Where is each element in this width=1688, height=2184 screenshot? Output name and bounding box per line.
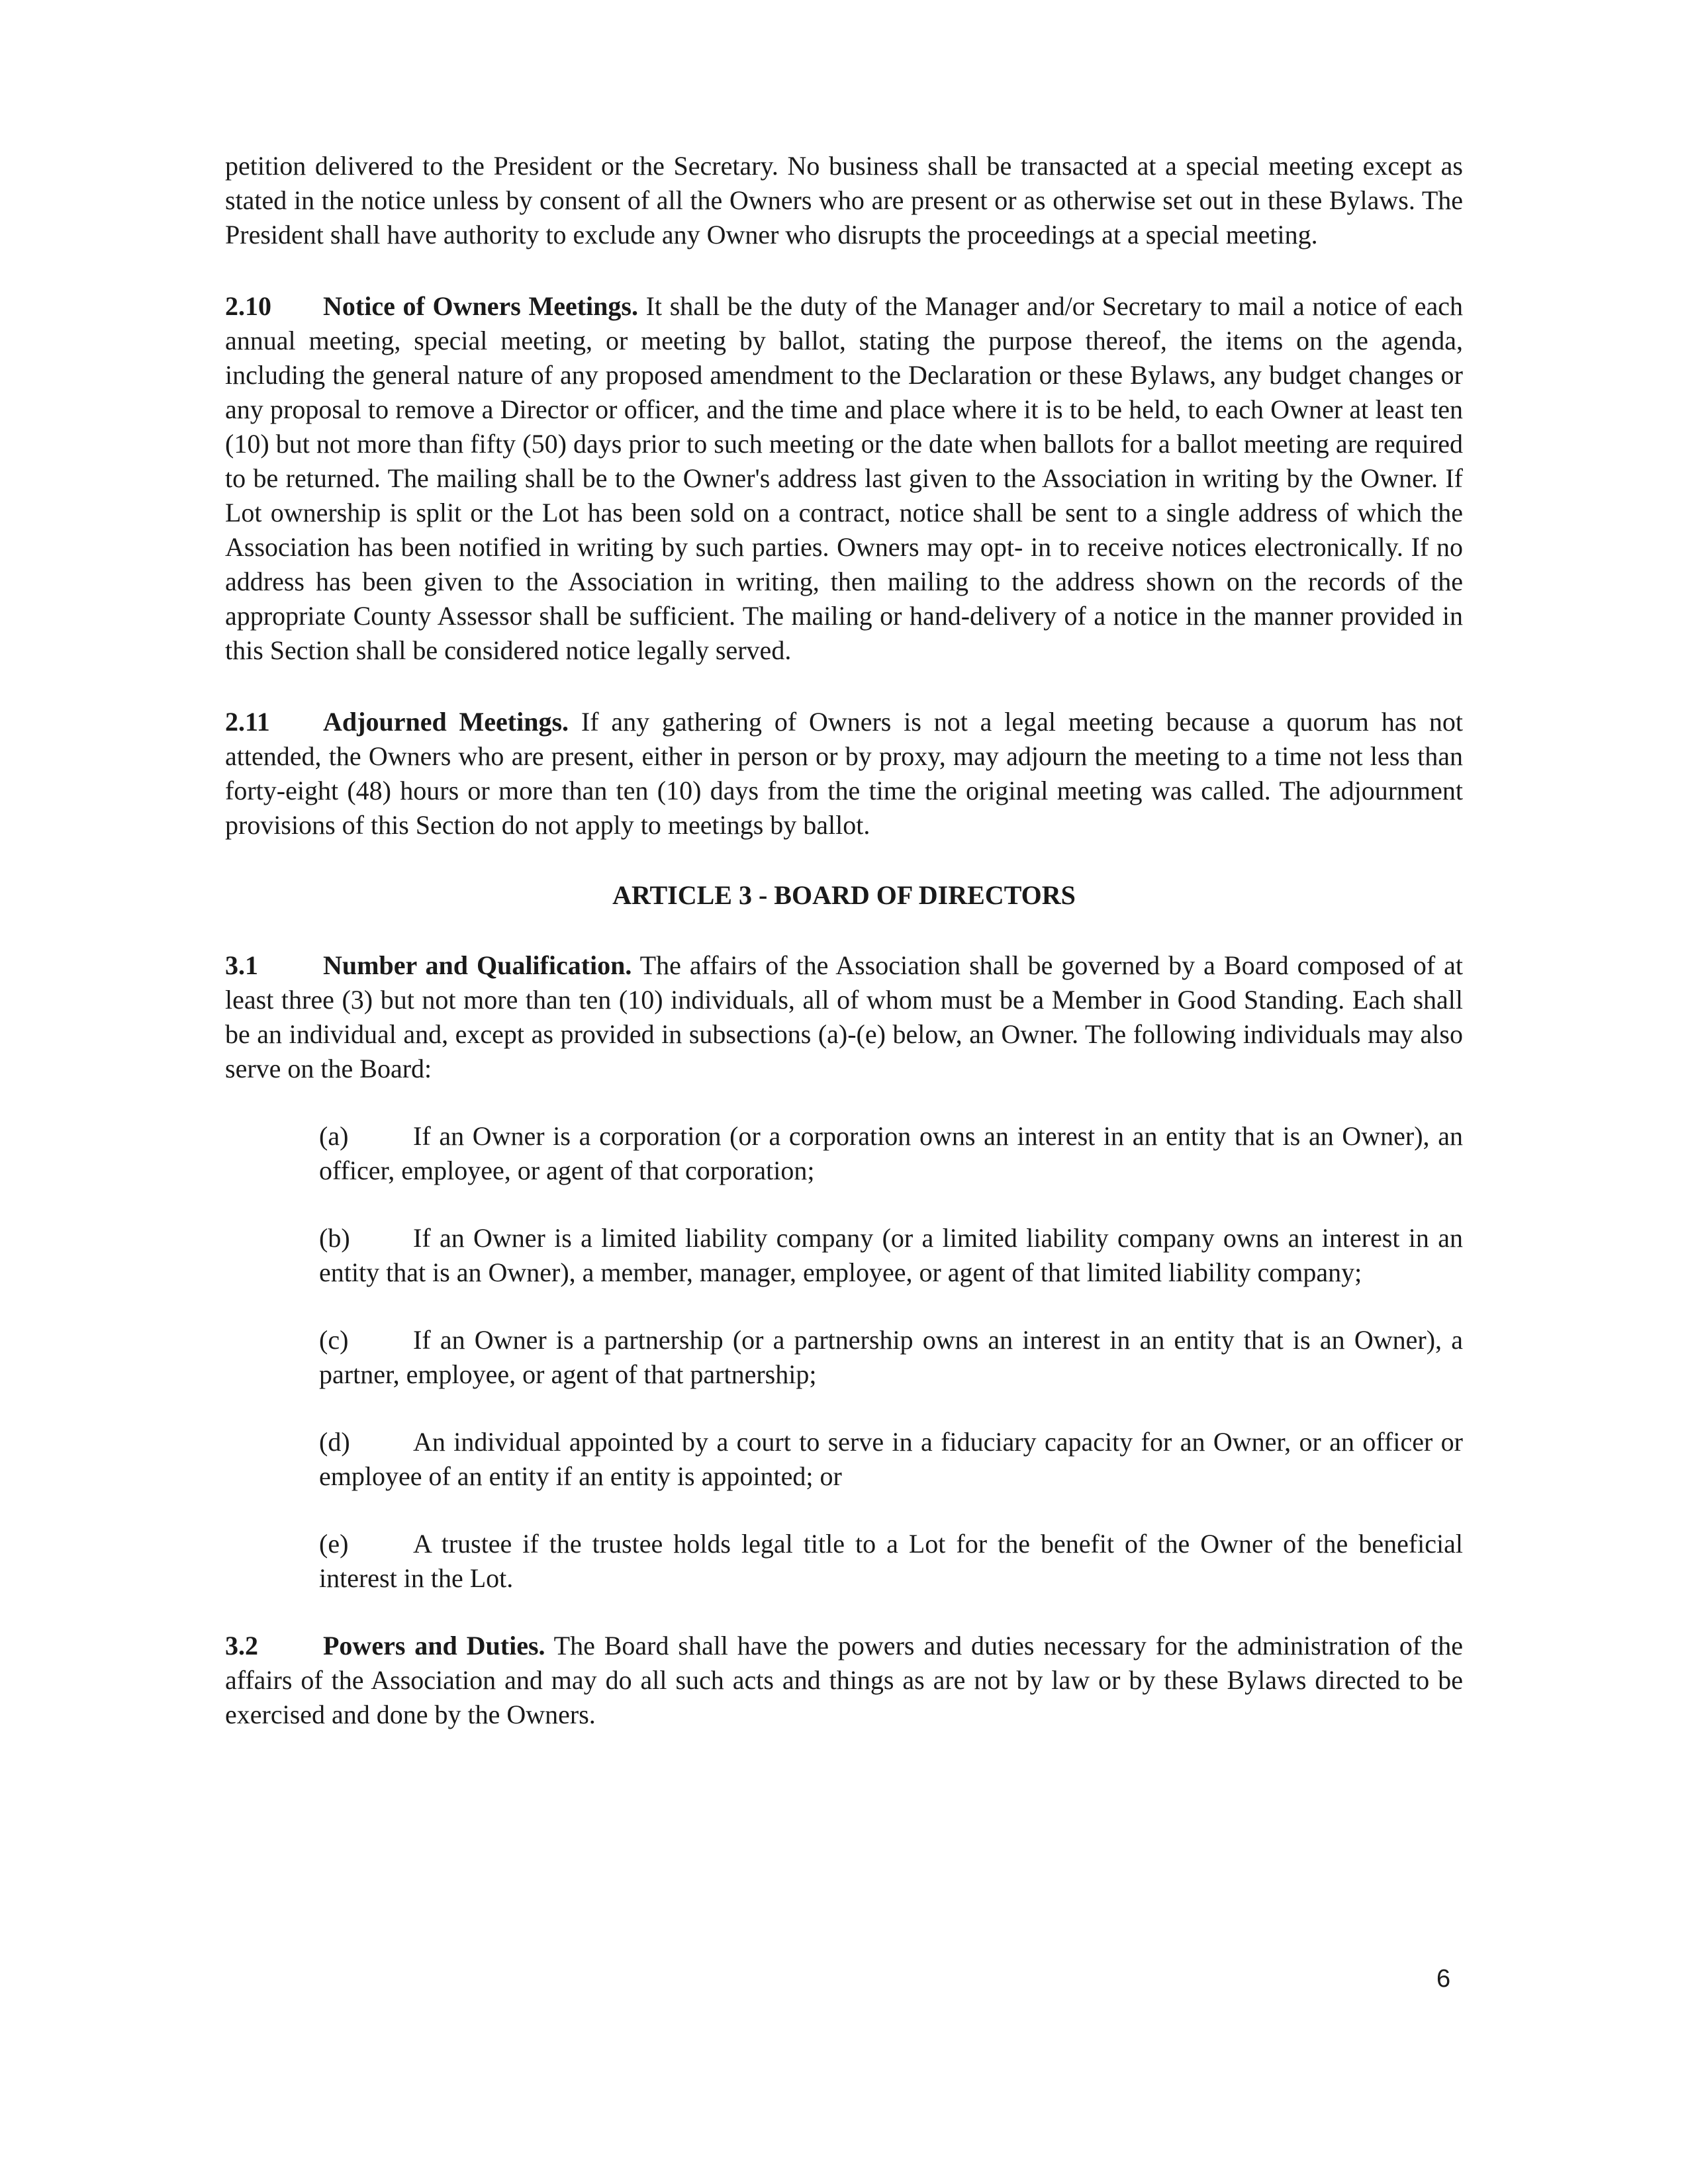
section-title: Powers and Duties.	[323, 1631, 545, 1661]
section-number: 2.11	[225, 707, 270, 737]
subsection-text: If an Owner is a corporation (or a corporation owns an interest in an entity that is an Owner), an officer, employee, or agent of that corporation;	[319, 1121, 1463, 1185]
section-number: 3.2	[225, 1631, 258, 1661]
subsection-label: (b)	[319, 1223, 350, 1253]
subsection-text: An individual appointed by a court to serve in a fiduciary capacity for an Owner, or an officer or employee of an entity if an entity is appointed; or	[319, 1427, 1463, 1491]
subsection-label: (c)	[319, 1325, 349, 1355]
section-text: The Board shall have the powers and duties necessary for the administration of the affairs of the Association and may do all such acts and things as are not by law or by these Bylaws directed to be exercised and done by the Owners.	[225, 1631, 1463, 1729]
page-number: 6	[1436, 1965, 1451, 1993]
section-text: If any gathering of Owners is not a legal meeting because a quorum has not attended, the Owners who are present, either in person or by proxy, may adjourn the meeting to a time not less than forty-eight (48) hours or more than ten (10) days from the time the original meeting was called. The adjournment provisions of this Section do not apply to meetings by ballot.	[225, 707, 1463, 840]
subsection-c	[319, 1323, 1463, 1392]
section-title: Adjourned Meetings.	[323, 707, 569, 737]
subsection-b	[319, 1221, 1463, 1290]
section-number: 3.1	[225, 950, 258, 980]
subsection-d	[319, 1425, 1463, 1494]
subsection-text: If an Owner is a partnership (or a partnership owns an interest in an entity that is an Owner), a partner, employee, or agent of that partnership;	[319, 1325, 1463, 1389]
intro-paragraph: petition delivered to the President or the Secretary. No business shall be transacted at a special meeting except as stated in the notice unless by consent of all the Owners who are present or as otherwise set out in these Bylaws. The President shall have authority to exclude any Owner who disrupts the proceedings at a special meeting.	[225, 151, 1463, 250]
document-page	[225, 149, 1463, 1732]
section-text: The affairs of the Association shall be governed by a Board composed of at least three (3) but not more than ten (10) individuals, all of whom must be a Member in Good Standing. Each shall be an individual and, except as provided in subsections (a)-(e) below, an Owner. The following individuals may also serve on the Board:	[225, 950, 1463, 1083]
section-3-1	[225, 948, 1463, 1086]
subsection-a	[319, 1119, 1463, 1188]
subsection-text: A trustee if the trustee holds legal title to a Lot for the benefit of the Owner of the beneficial interest in the Lot.	[319, 1529, 1463, 1593]
section-3-2	[225, 1629, 1463, 1732]
subsection-text: If an Owner is a limited liability company (or a limited liability company owns an interest in an entity that is an Owner), a member, manager, employee, or agent of that limited liability company;	[319, 1223, 1463, 1287]
subsection-e	[319, 1527, 1463, 1596]
section-number: 2.10	[225, 291, 271, 321]
section-2-11	[225, 705, 1463, 842]
section-title: Number and Qualification.	[323, 950, 632, 980]
subsection-label: (e)	[319, 1529, 349, 1559]
section-text: It shall be the duty of the Manager and/or Secretary to mail a notice of each annual meeting, special meeting, or meeting by ballot, stating the purpose thereof, the items on the agenda, including the general nature of any proposed amendment to the Declaration or these Bylaws, any budget changes or any proposal to remove a Director or officer, and the time and place where it is to be held, to each Owner at least ten (10) but not more than fifty (50) days prior to such meeting or the date when ballots for a ballot meeting are required to be returned. The mailing shall be to the Owner's address last given to the Association in writing by the Owner. If Lot ownership is split or the Lot has been sold on a contract, notice shall be sent to a single address of which the Association has been notified in writing by such parties. Owners may opt- in to receive notices electronically. If no address has been given to the Association in writing, then mailing to the address shown on the records of the appropriate County Assessor shall be sufficient. The mailing or hand-delivery of a notice in the manner provided in this Section shall be considered notice legally served.	[225, 291, 1463, 665]
section-title: Notice of Owners Meetings.	[323, 291, 638, 321]
subsection-label: (d)	[319, 1427, 350, 1457]
subsection-label: (a)	[319, 1121, 349, 1151]
article-heading: ARTICLE 3 - BOARD OF DIRECTORS	[612, 880, 1076, 910]
section-2-10	[225, 289, 1463, 668]
